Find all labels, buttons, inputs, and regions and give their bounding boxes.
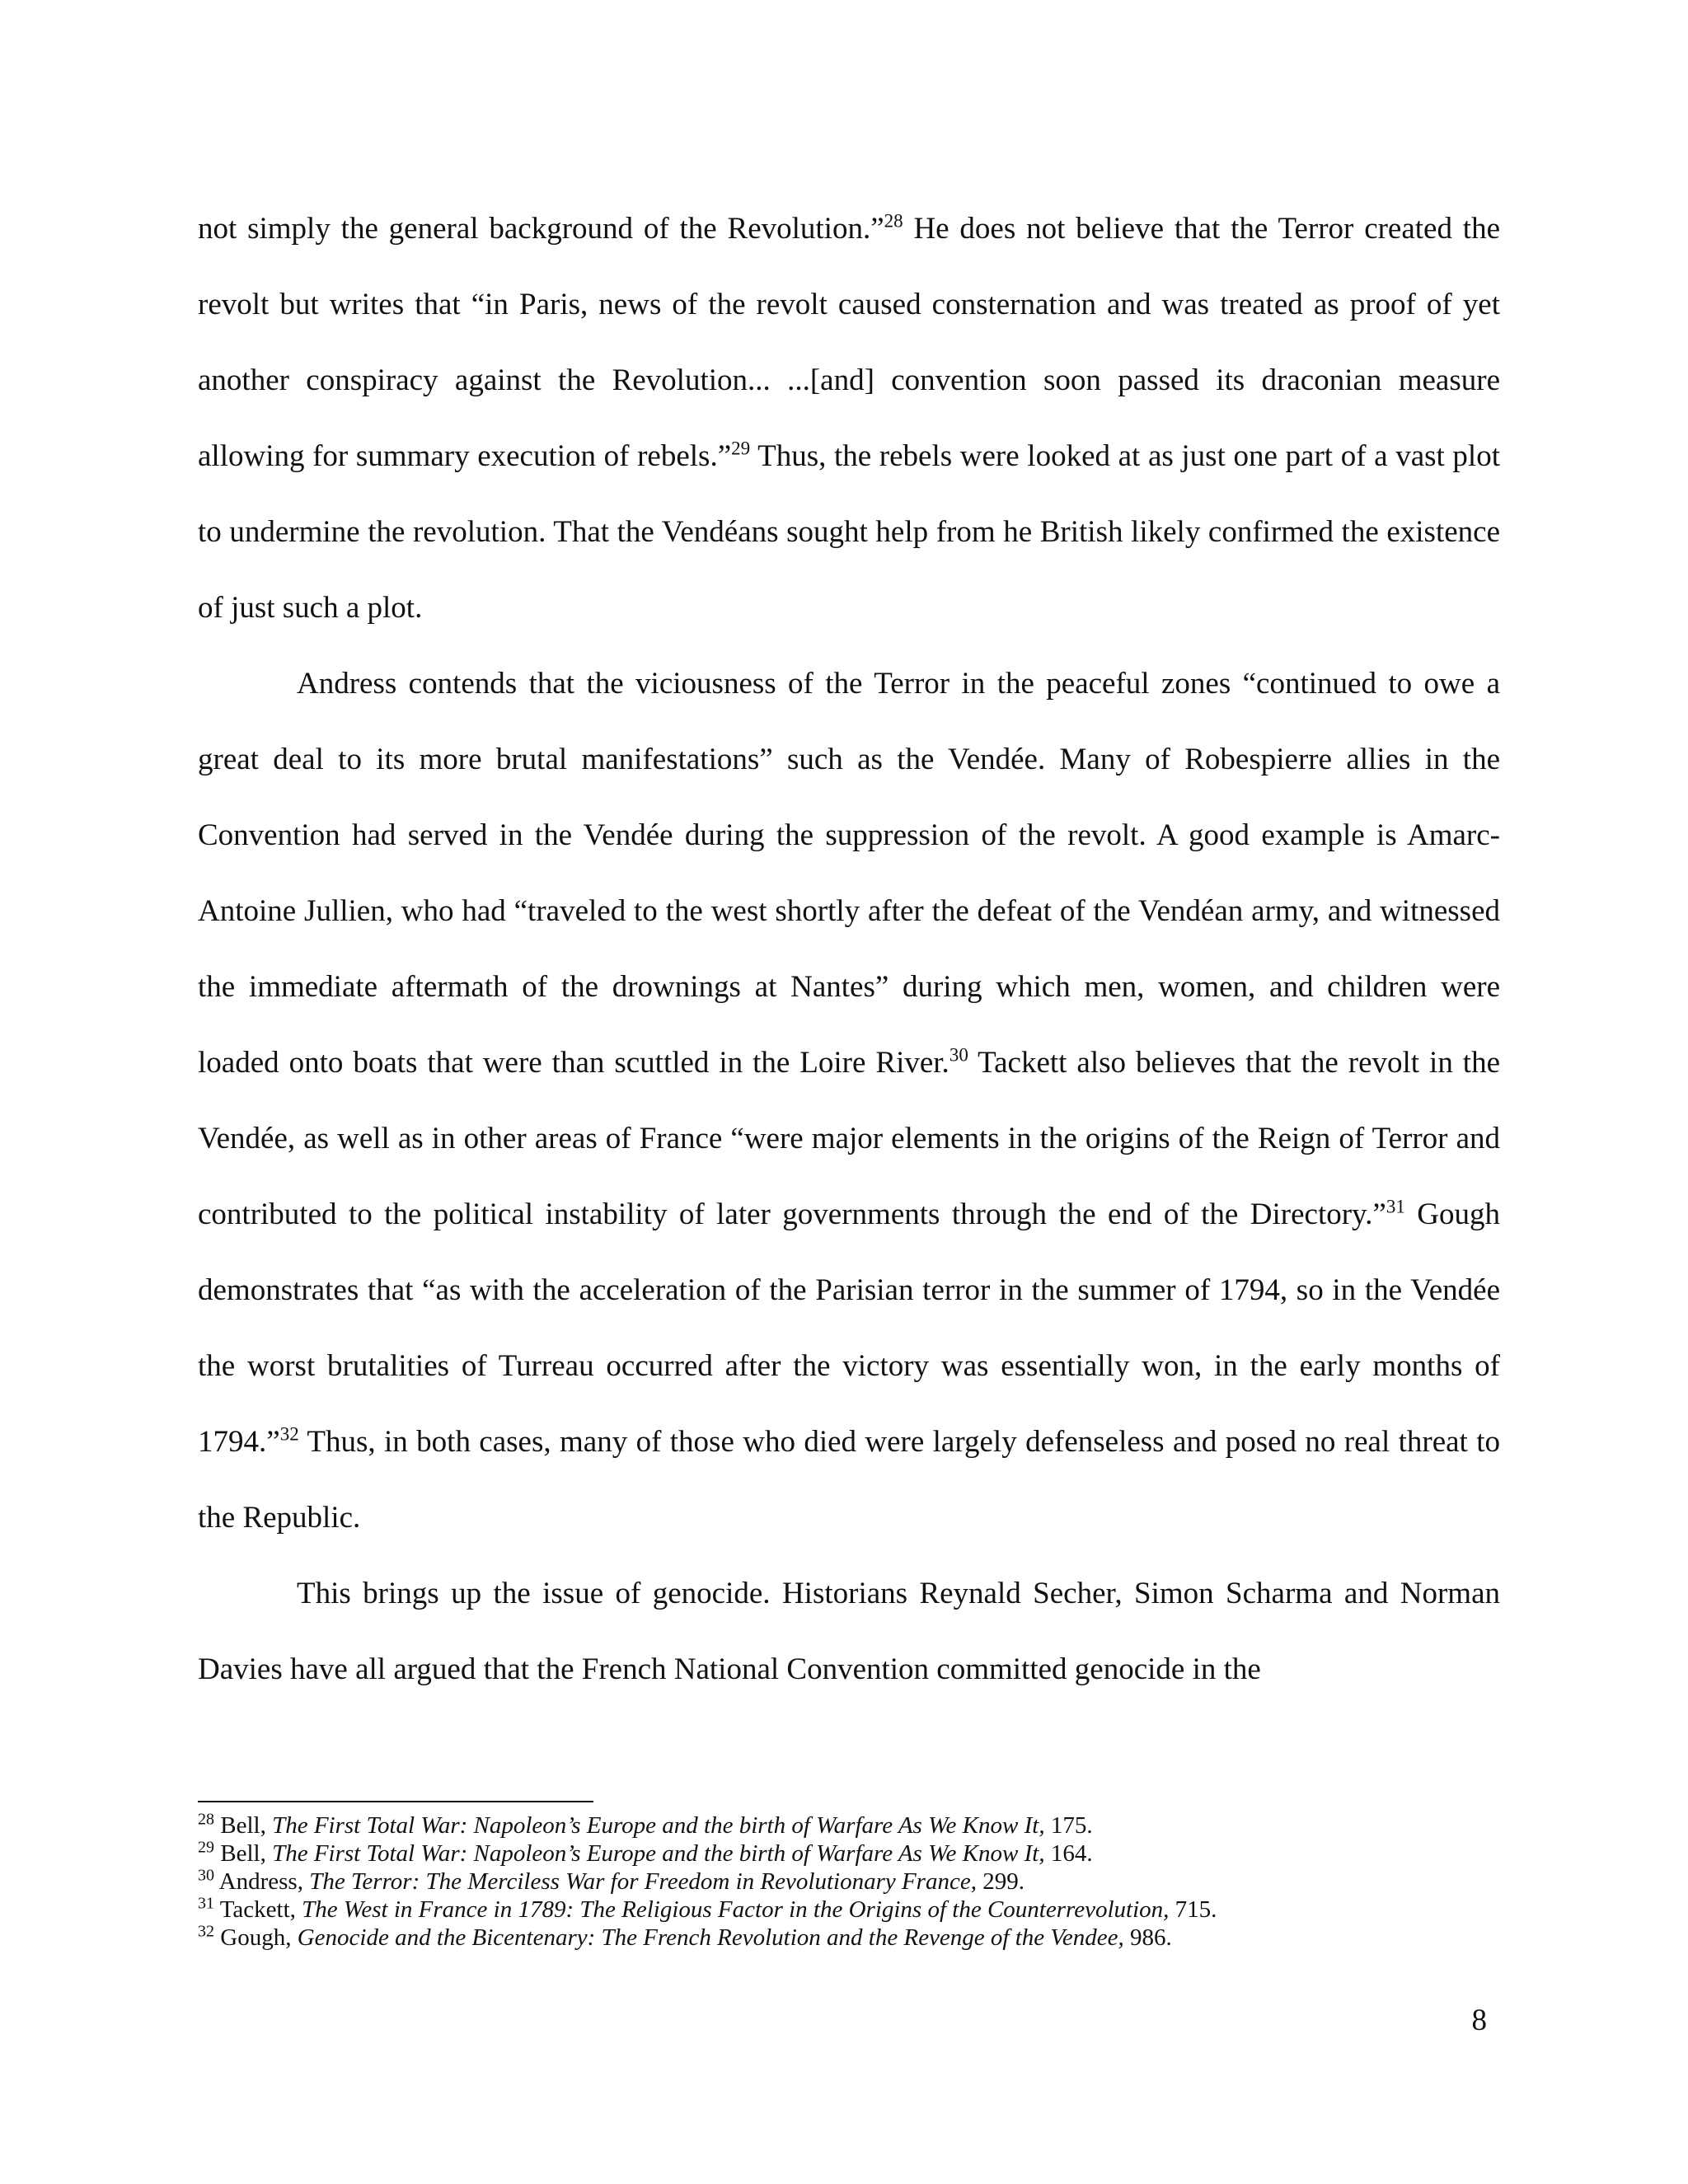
footnote-title: The First Total War: Napoleon’s Europe and the birth of Warfare As We Know It, (272, 1812, 1045, 1839)
footnote-ref: 32 (279, 1423, 299, 1445)
footnote (198, 1811, 1517, 1840)
footnote-page: 986. (1130, 1924, 1172, 1951)
footnote-author: Bell, (220, 1812, 266, 1839)
text-run: not simply the general background of the Revolution.” (198, 212, 884, 246)
footnote-author: Gough, (220, 1924, 292, 1951)
footnote (198, 1924, 1517, 1952)
footnote-ref: 29 (731, 438, 751, 459)
footnote-number: 28 (198, 1810, 214, 1829)
text-run: Thus, the rebels were looked at as just one part of a vast plot to undermine the revolution. That the Vendéans sought help from he British likely confirmed the existence of just such a plot. (198, 439, 1500, 625)
text-run: Tackett also believes that the revolt in the Vendée, as well as in other areas of France “were major elements in the origins of the Reign of Terror and contributed to the political instability of later governments through the end of the Directory.” (198, 1046, 1500, 1231)
footnote-number: 30 (198, 1866, 214, 1885)
footnote-title: The West in France in 1789: The Religious Factor in the Origins of the Counterrevolution, (302, 1896, 1170, 1923)
footnote (198, 1840, 1517, 1868)
footnote-ref: 30 (949, 1044, 968, 1066)
footnote-ref: 28 (884, 210, 903, 232)
footnote-ref: 31 (1386, 1196, 1405, 1217)
footnote-page: 715. (1175, 1896, 1217, 1923)
footnote-page: 299. (982, 1868, 1025, 1895)
footnote-author: Tackett, (219, 1896, 296, 1923)
footnote (198, 1868, 1517, 1896)
footnote-separator (198, 1801, 593, 1802)
paragraph (198, 646, 1500, 1556)
footnote-title: The First Total War: Napoleon’s Europe and the birth of Warfare As We Know It, (272, 1840, 1045, 1867)
footnote-author: Bell, (220, 1840, 266, 1867)
paragraph (198, 191, 1500, 646)
footnote-title: Genocide and the Bicentenary: The French Revolution and the Revenge of the Vendee, (297, 1924, 1124, 1951)
footnote (198, 1896, 1517, 1924)
text-run: This brings up the issue of genocide. Historians Reynald Secher, Simon Scharma and Norman Davies have all argued that the French National Convention committed genocide in the (198, 1577, 1500, 1686)
text-run: Andress contends that the viciousness of the Terror in the peaceful zones “continued to owe a great deal to its more brutal manifestations” such as the Vendée. Many of Robespierre allies in the Convention had served in the Vendée during the suppression of the revolt. A good example is Amarc-Antoine Jullien, who had “traveled to the west shortly after the defeat of the Vendéan army, and witnessed the immediate aftermath of the drownings at Nantes” during which men, women, and children were loaded onto boats that were than scuttled in the Loire River. (198, 667, 1500, 1080)
footnote-number: 31 (198, 1894, 214, 1913)
footnote-number: 32 (198, 1922, 214, 1941)
text-run: Thus, in both cases, many of those who died were largely defenseless and posed no real threat to the Republic. (198, 1425, 1500, 1535)
body-text (198, 191, 1500, 1708)
text-run: Gough demonstrates that “as with the acceleration of the Parisian terror in the summer of 1794, so in the Vendée the worst brutalities of Turreau occurred after the victory was essentially won, in the early months of 1794.” (198, 1197, 1500, 1459)
footnote-number: 29 (198, 1838, 214, 1857)
page-number: 8 (1471, 2004, 1487, 2037)
footnotes (198, 1811, 1517, 1952)
paragraph (198, 1556, 1500, 1708)
footnote-page: 164. (1050, 1840, 1093, 1867)
footnote-title: The Terror: The Merciless War for Freedom in Revolutionary France, (309, 1868, 977, 1895)
text-run: He does not believe that the Terror created the revolt but writes that “in Paris, news of the revolt caused consternation and was treated as proof of yet another conspiracy against the Revolution... ...[and] convention soon passed its draconian measure allowing for summary execution of rebels.” (198, 212, 1501, 473)
footnote-author: Andress, (218, 1868, 303, 1895)
footnote-page: 175. (1050, 1812, 1093, 1839)
